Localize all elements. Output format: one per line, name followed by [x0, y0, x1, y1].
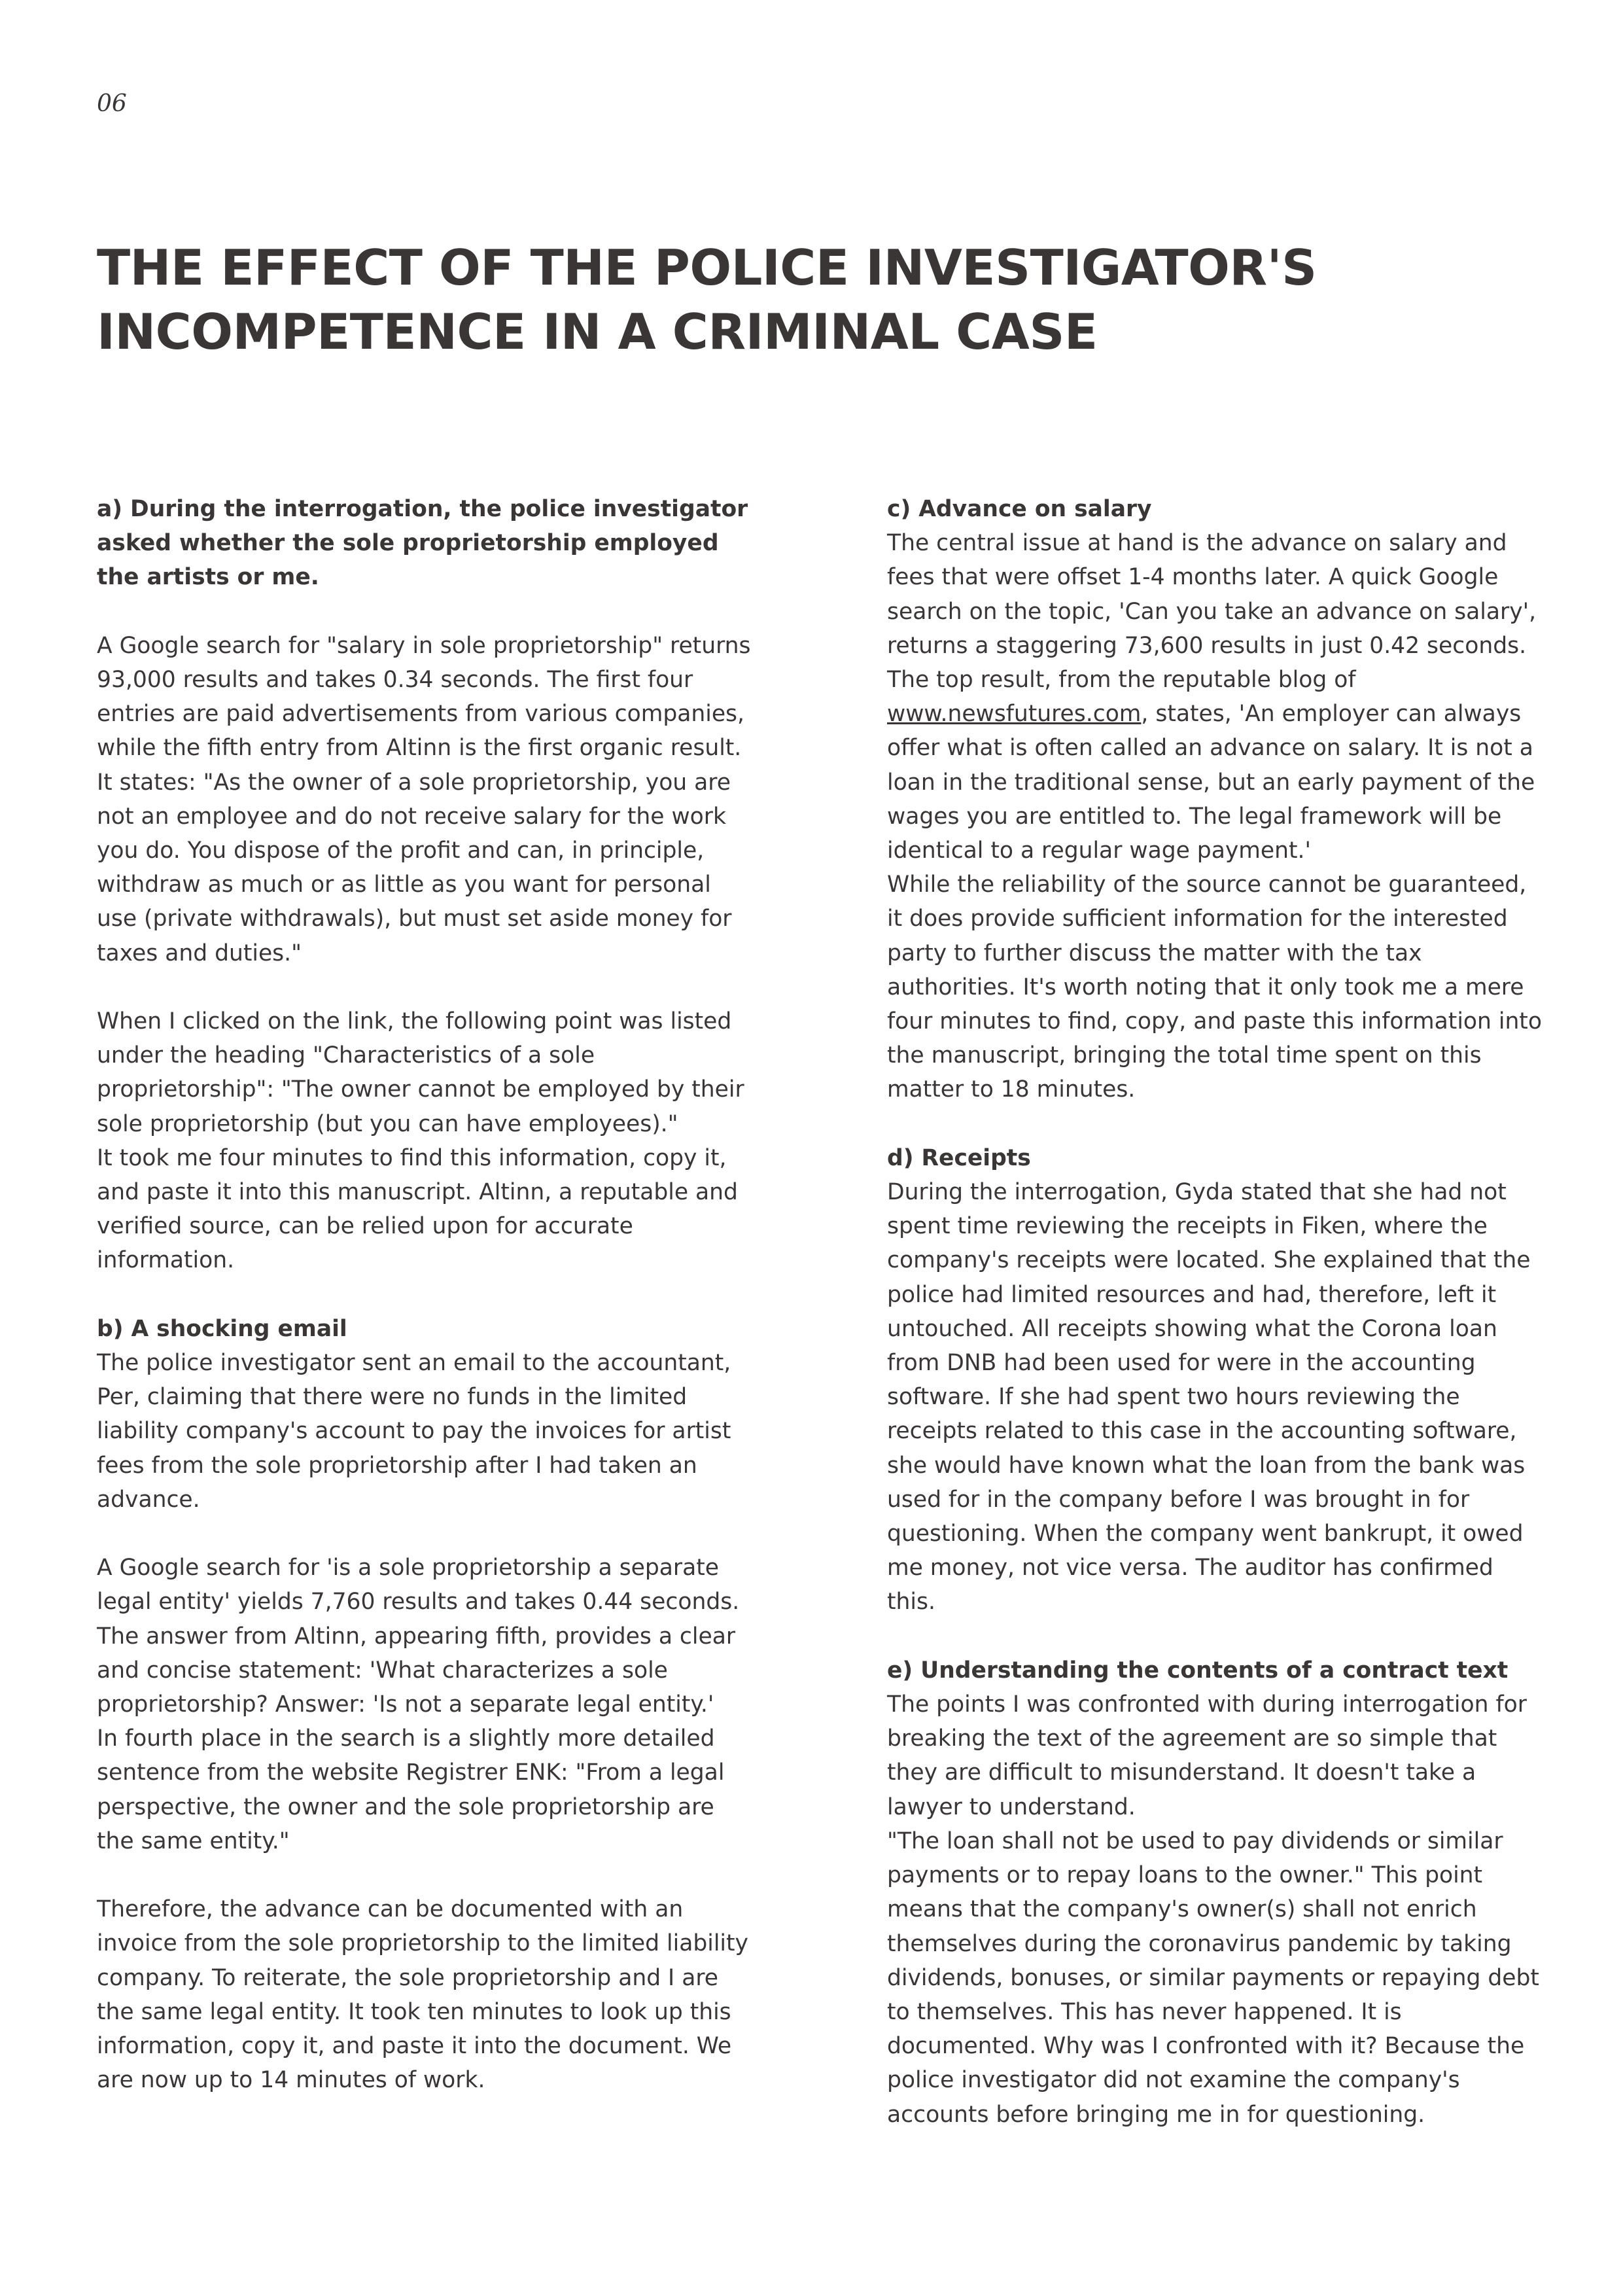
section-b-paragraph-3: In fourth place in the search is a slightly more detailed sentence from the website Registrer ENK: "From a legal perspective, the owner and the sole proprietorship are the same entity."	[97, 1725, 725, 1854]
section-e-heading: e) Understanding the contents of a contract text	[887, 1657, 1509, 1684]
title-line-1: THE EFFECT OF THE POLICE INVESTIGATOR'S	[97, 239, 1317, 296]
left-column	[97, 492, 758, 2097]
section-c-paragraph-2: While the reliability of the source cannot be guaranteed, it does provide sufficient information for the interested party to further discuss the matter with the tax authorities. It's worth noting that it only took me a mere four minutes to find, copy, and paste this information into the manuscript, bringing the total time spent on this matter to 18 minutes.	[887, 872, 1542, 1103]
section-a-heading: a) During the interrogation, the police investigator asked whether the sole proprietorship employed the artists or me.	[97, 496, 748, 591]
section-e-paragraph-2: "The loan shall not be used to pay dividends or similar payments or to repay loans to the owner." This point means that the company's owner(s) shall not enrich themselves during the coronavirus pandemic by taking dividends, bonuses, or similar payments or repaying debt to themselves. This has never happened. It is documented. Why was I confronted with it? Because the police investigator did not examine the company's accounts before bringing me in for questioning.	[887, 1828, 1539, 2128]
page-title	[97, 236, 1523, 364]
title-line-2: INCOMPETENCE IN A CRIMINAL CASE	[97, 303, 1098, 361]
section-c-heading: c) Advance on salary	[887, 496, 1152, 522]
section-c-text-before-link: The central issue at hand is the advance on salary and fees that were offset 1-4 months later. A quick Google search on the topic, 'Can you take an advance on salary', returns a staggering 73,600 results in just 0.42 seconds. The top result, from the reputable blog of	[887, 530, 1537, 694]
section-d-heading: d) Receipts	[887, 1144, 1031, 1171]
section-c-text-after-link: , states, 'An employer can always offer what is often called an advance on salary. It is not a loan in the traditional sense, but an early payment of the wages you are entitled to. The legal framework will be identical to a regular wage payment.'	[887, 701, 1535, 864]
section-a-paragraph-2: When I clicked on the link, the following point was listed under the heading "Characteristics of a sole proprietorship": "The owner cannot be employed by their sole proprietorship (but you can have employees)."	[97, 1008, 744, 1137]
right-column	[887, 492, 1548, 2132]
section-d-paragraph-1: During the interrogation, Gyda stated that she had not spent time reviewing the receipts in Fiken, where the company's receipts were located. She explained that the police had limited resources and had, therefore, left it untouched. All receipts showing what the Corona loan from DNB had been used for were in the accounting software. If she had spent two hours reviewing the receipts related to this case in the accounting software, she would have known what the loan from the bank was used for in the company before I was brought in for questioning. When the company went bankrupt, it owed me money, not vice versa. The auditor has confirmed this.	[887, 1179, 1531, 1616]
section-b-paragraph-4: Therefore, the advance can be documented with an invoice from the sole proprietorship to the limited liability company. To reiterate, the sole proprietorship and I are the same legal entity. It took ten minutes to look up this information, copy it, and paste it into the document. We are now up to 14 minutes of work.	[97, 1896, 748, 2094]
section-a-paragraph-3: It took me four minutes to find this information, copy it, and paste it into this manuscript. Altinn, a reputable and verified source, can be relied upon for accurate information.	[97, 1144, 738, 1274]
section-c-paragraph-1	[887, 526, 1548, 868]
section-e-paragraph-1: The points I was confronted with during interrogation for breaking the text of the agreement are so simple that they are difficult to misunderstand. It doesn't take a lawyer to understand.	[887, 1691, 1527, 1820]
section-a-paragraph-1: A Google search for "salary in sole proprietorship" returns 93,000 results and takes 0.34 seconds. The first four entries are paid advertisements from various companies, while the fifth entry from Altinn is the first organic result. It states: "As the owner of a sole proprietorship, you are not an employee and do not receive salary for the work you do. You dispose of the profit and can, in principle, withdraw as much or as little as you want for personal use (private withdrawals), but must set aside money for taxes and duties."	[97, 632, 751, 966]
section-b-paragraph-1: The police investigator sent an email to the accountant, Per, claiming that there were no funds in the limited liability company's account to pay the invoices for artist fees from the sole proprietorship after I had taken an advance.	[97, 1350, 731, 1513]
section-b-paragraph-2: A Google search for 'is a sole proprietorship a separate legal entity' yields 7,760 results and takes 0.44 seconds. The answer from Altinn, appearing fifth, provides a clear and concise statement: 'What characterizes a sole proprietorship? Answer: 'Is not a separate legal entity.'	[97, 1555, 740, 1718]
page-number: 06	[97, 90, 127, 117]
newsfutures-link[interactable]: www.newsfutures.com	[887, 701, 1142, 728]
section-b-heading: b) A shocking email	[97, 1315, 347, 1342]
